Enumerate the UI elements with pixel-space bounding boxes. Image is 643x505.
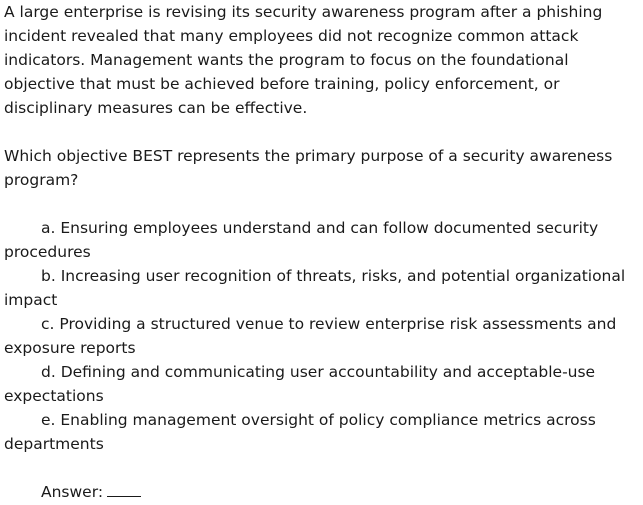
option-e: e. Enabling management oversight of policy compliance metrics across departments bbox=[4, 411, 596, 453]
option-b: b. Increasing user recognition of threats, risks, and potential organizational impact bbox=[4, 267, 626, 309]
answer-options bbox=[4, 216, 639, 456]
option-d: d. Defining and communicating user accountability and acceptable-use expectations bbox=[4, 363, 596, 405]
answer-label: Answer: bbox=[41, 483, 104, 501]
question-stem: A large enterprise is revising its security awareness program after a phishing incident revealed that many employees did not recognize common attack indicators. Management wants the program to focus on the foundational objective that must be achieved before training, policy enforcement, or disciplinary measures can be effective. bbox=[4, 3, 603, 117]
option-a: a. Ensuring employees understand and can follow documented security procedures bbox=[4, 219, 599, 261]
answer-blank[interactable] bbox=[107, 482, 141, 497]
option-c: c. Providing a structured venue to review enterprise risk assessments and exposure reports bbox=[4, 315, 617, 357]
answer-line bbox=[4, 480, 639, 504]
question-prompt: Which objective BEST represents the primary purpose of a security awareness program? bbox=[4, 147, 613, 189]
